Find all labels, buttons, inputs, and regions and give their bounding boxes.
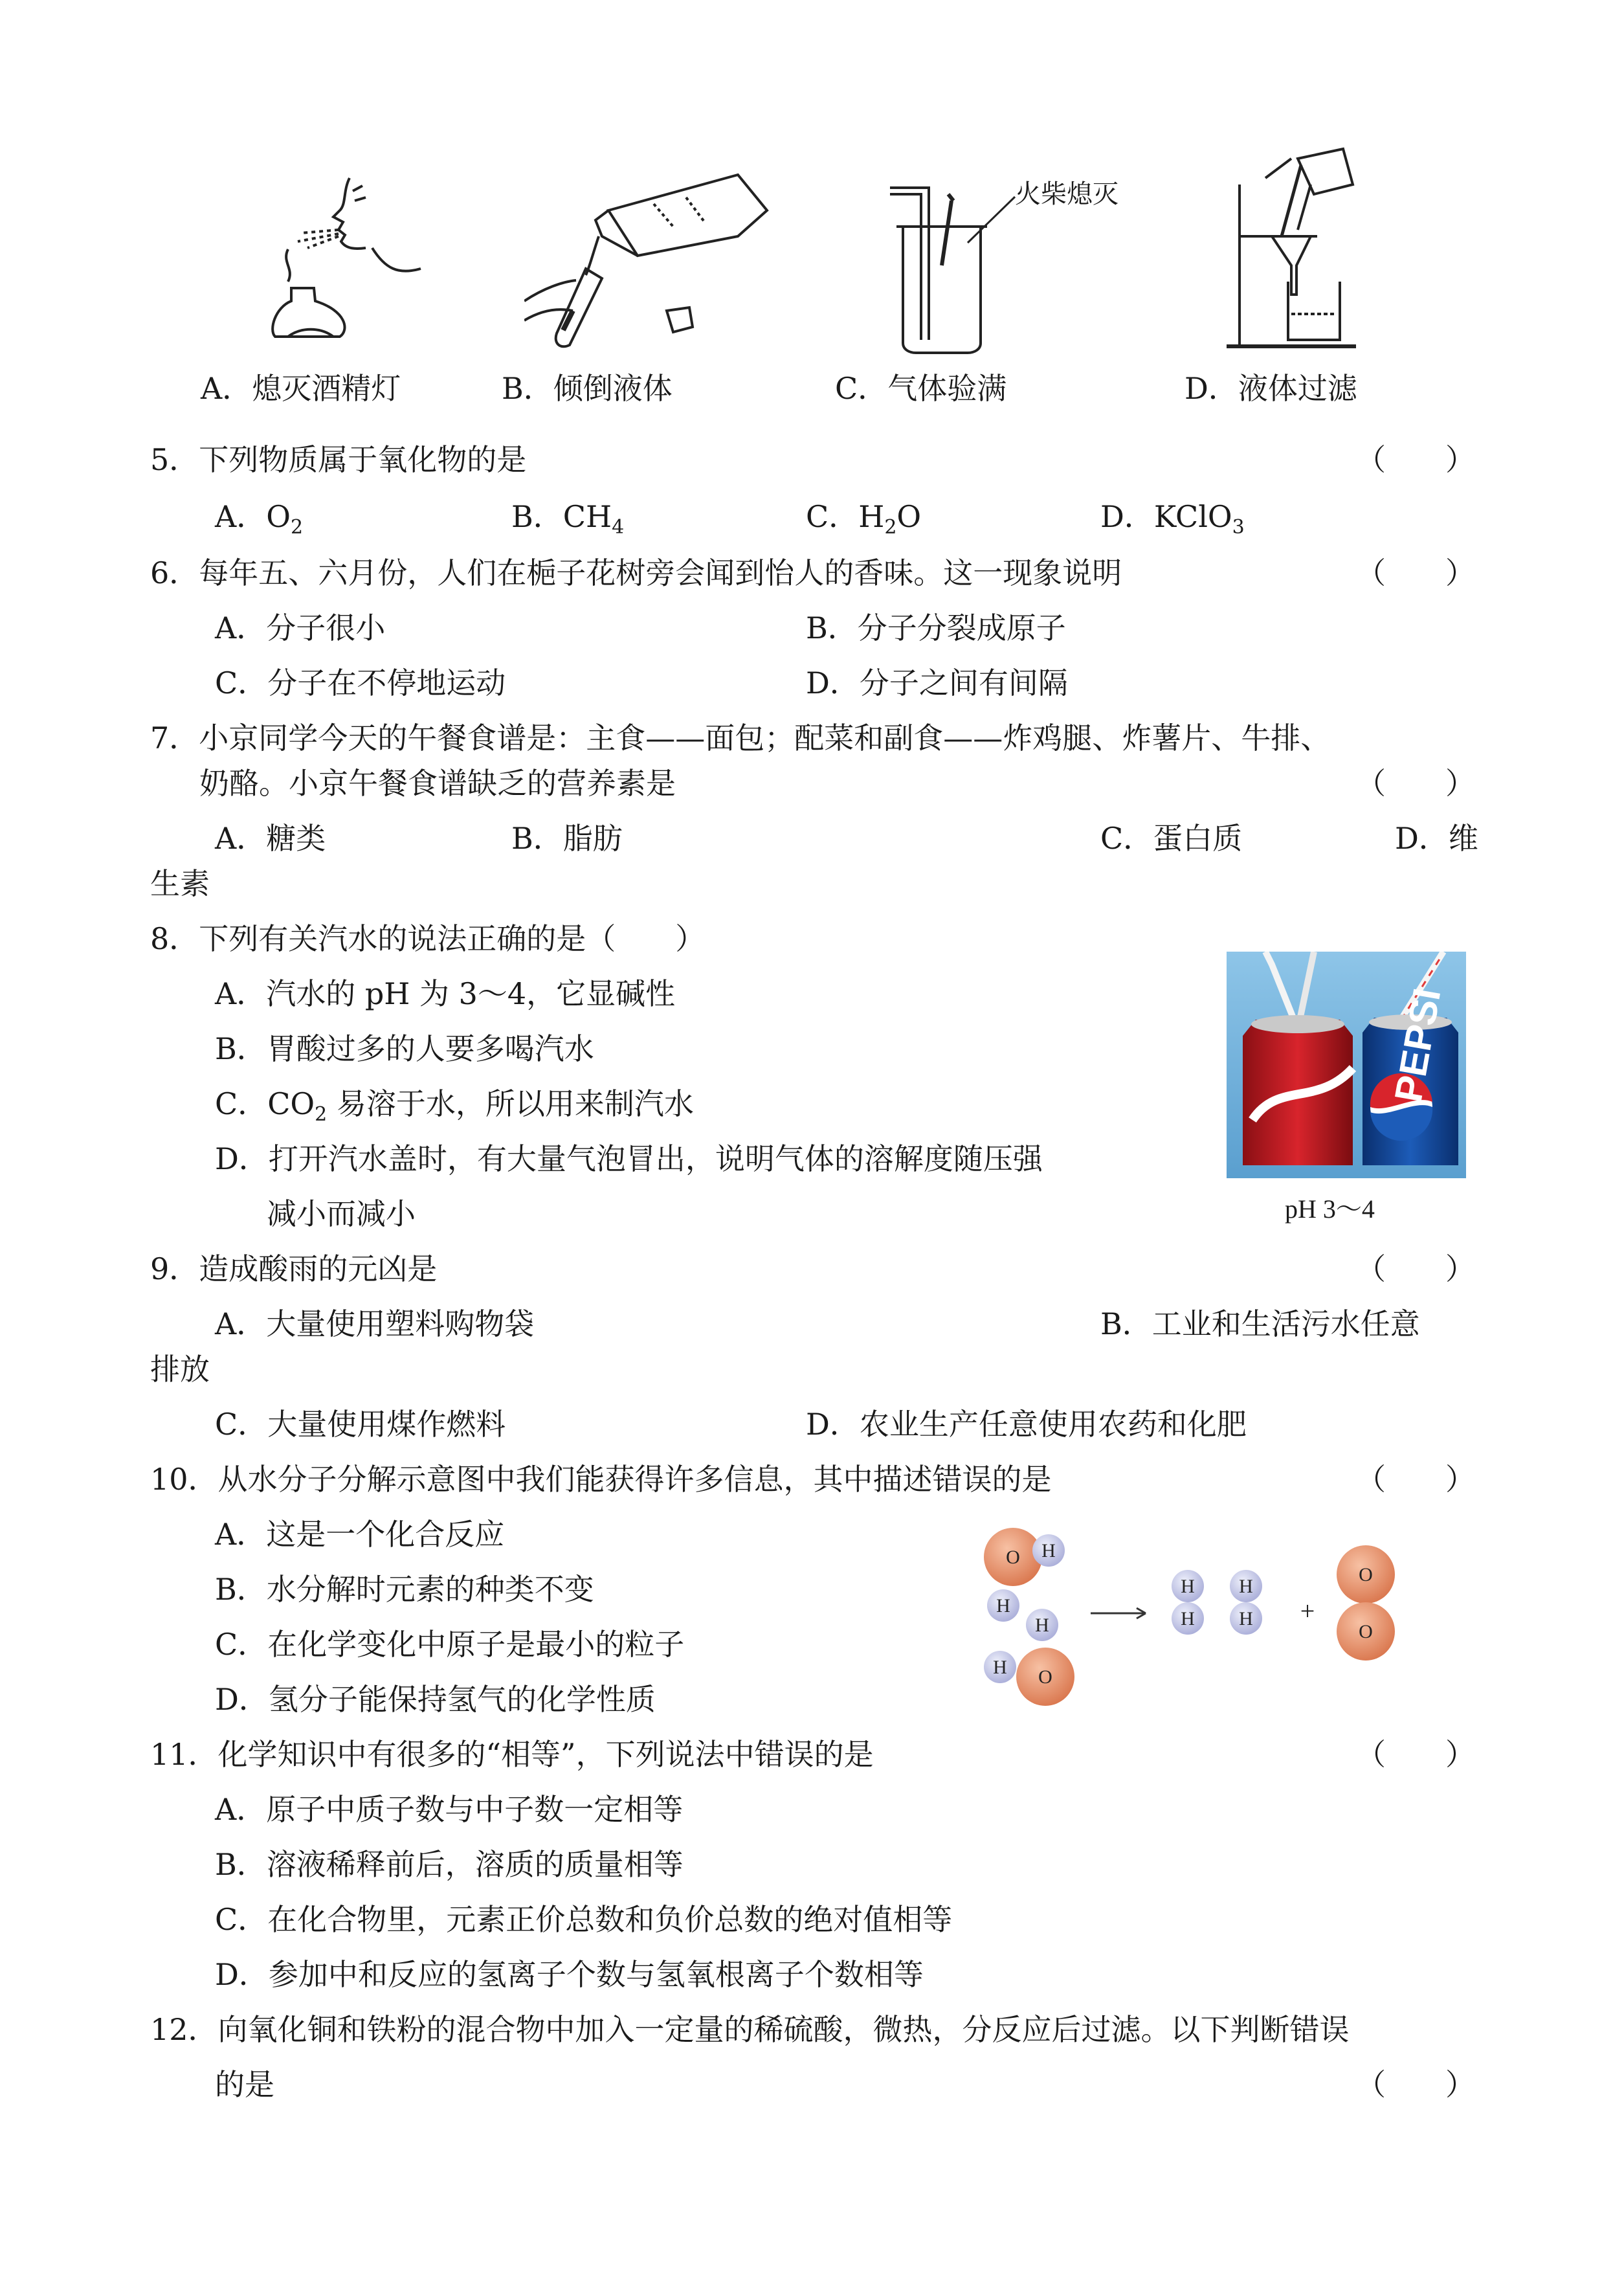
svg-text:O: O [1006, 1547, 1020, 1568]
q8-option-b: B．胃酸过多的人要多喝汽水 [215, 1031, 594, 1066]
svg-text:PEPSI: PEPSI [1386, 985, 1449, 1106]
q7-option-d: D．维 [1395, 821, 1478, 856]
q10-option-a: A．这是一个化合反应 [215, 1517, 505, 1552]
caption-c: C．气体验满 [835, 371, 1007, 406]
q10-option-b: B．水分解时元素的种类不变 [215, 1572, 594, 1607]
svg-text:H: H [1239, 1576, 1253, 1597]
q11-option-a: A．原子中质子数与中子数一定相等 [215, 1792, 684, 1827]
q5-option-d: D．KClO$_3$ [1100, 499, 1245, 539]
svg-text:O: O [1359, 1564, 1373, 1585]
q5-answer-paren: （ ） [1356, 442, 1475, 477]
q6-option-d: D．分子之间有间隔 [806, 666, 1068, 700]
q5-stem: 5．下列物质属于氧化物的是 [150, 442, 527, 477]
soda-can-photo [1227, 952, 1466, 1178]
q12-stem-line1: 12．向氧化铜和铁粉的混合物中加入一定量的稀硫酸，微热，分反应后过滤。以下判断错误 [150, 2012, 1350, 2047]
q9-option-b: B．工业和生活污水任意 [1100, 1306, 1420, 1341]
figure-extinguish-lamp [262, 172, 430, 359]
caption-d: D．液体过滤 [1185, 371, 1357, 406]
figure-filtration [1227, 146, 1382, 353]
q11-option-b: B．溶液稀释前后，溶质的质量相等 [215, 1847, 684, 1882]
q9-option-b-wrap: 排放 [150, 1352, 210, 1387]
q8-option-d-cont: 减小而减小 [267, 1196, 416, 1231]
figure-pour-liquid [524, 165, 783, 359]
q7-stem-line1: 7．小京同学今天的午餐食谱是：主食——面包；配菜和副食——炸鸡腿、炸薯片、牛排、 [150, 721, 1331, 755]
q6-option-b: B．分子分裂成原子 [806, 610, 1066, 645]
q10-option-c: C．在化学变化中原子是最小的粒子 [215, 1627, 685, 1662]
svg-text:H: H [1239, 1608, 1253, 1629]
svg-text:O: O [1038, 1666, 1052, 1688]
q7-option-d-wrap: 生素 [150, 866, 210, 901]
q12-answer-paren: （ ） [1356, 2067, 1475, 2102]
q7-option-a: A．糖类 [215, 821, 326, 856]
q8-option-a: A．汽水的 pH 为 3～4，它显碱性 [215, 976, 676, 1011]
label-leader-line [964, 194, 1016, 246]
q10-answer-paren: （ ） [1356, 1462, 1475, 1497]
svg-text:H: H [993, 1657, 1007, 1678]
label-match-extinguished: 火柴熄灭 [1015, 179, 1118, 209]
q11-option-d: D．参加中和反应的氢离子个数与氢氧根离子个数相等 [215, 1957, 924, 1992]
q6-answer-paren: （ ） [1356, 555, 1475, 590]
q12-stem-line2: 的是 [215, 2067, 274, 2102]
svg-text:H: H [1041, 1540, 1056, 1561]
q10-stem: 10．从水分子分解示意图中我们能获得许多信息，其中描述错误的是 [150, 1462, 1052, 1497]
caption-a: A．熄灭酒精灯 [201, 371, 401, 406]
q7-stem-line2: 奶酪。小京午餐食谱缺乏的营养素是 [199, 766, 676, 801]
q8-stem: 8．下列有关汽水的说法正确的是（ ） [150, 921, 706, 956]
q7-option-b: B．脂肪 [511, 821, 623, 856]
svg-text:H: H [1181, 1576, 1195, 1597]
svg-text:H: H [996, 1595, 1010, 1616]
q7-answer-paren: （ ） [1356, 766, 1475, 801]
q6-option-a: A．分子很小 [215, 610, 386, 645]
q11-answer-paren: （ ） [1356, 1737, 1475, 1772]
q10-option-d: D．氢分子能保持氢气的化学性质 [215, 1682, 656, 1717]
soda-ph-caption: pH 3～4 [1285, 1194, 1375, 1224]
svg-text:+: + [1300, 1596, 1315, 1626]
q9-option-a: A．大量使用塑料购物袋 [215, 1306, 535, 1341]
q11-option-c: C．在化合物里，元素正价总数和负价总数的绝对值相等 [215, 1902, 953, 1937]
caption-b: B．倾倒液体 [502, 371, 673, 406]
q9-stem: 9．造成酸雨的元凶是 [150, 1251, 438, 1286]
svg-text:H: H [1035, 1615, 1049, 1636]
q9-answer-paren: （ ） [1356, 1251, 1475, 1286]
q8-option-d: D．打开汽水盖时，有大量气泡冒出，说明气体的溶解度随压强 [215, 1141, 1043, 1176]
q5-option-b: B．$CH_4$ [511, 499, 625, 539]
q5-option-a: A．$O_2$ [215, 499, 304, 539]
q5-option-c: C．$H_2O$ [806, 499, 922, 539]
q6-option-c: C．分子在不停地运动 [215, 666, 506, 700]
q6-stem: 6．每年五、六月份，人们在梔子花树旁会闻到怡人的香味。这一现象说明 [150, 555, 1122, 590]
q8-option-c: C．$CO_2$ 易溶于水，所以用来制汽水 [215, 1086, 694, 1126]
q9-option-c: C．大量使用煤作燃料 [215, 1407, 506, 1442]
svg-text:O: O [1359, 1621, 1373, 1642]
water-decomposition-diagram [964, 1521, 1405, 1728]
svg-text:H: H [1181, 1608, 1195, 1629]
q7-option-c: C．蛋白质 [1100, 821, 1243, 856]
q11-stem: 11．化学知识中有很多的“相等”，下列说法中错误的是 [150, 1737, 874, 1772]
q9-option-d: D．农业生产任意使用农药和化肥 [806, 1407, 1247, 1442]
